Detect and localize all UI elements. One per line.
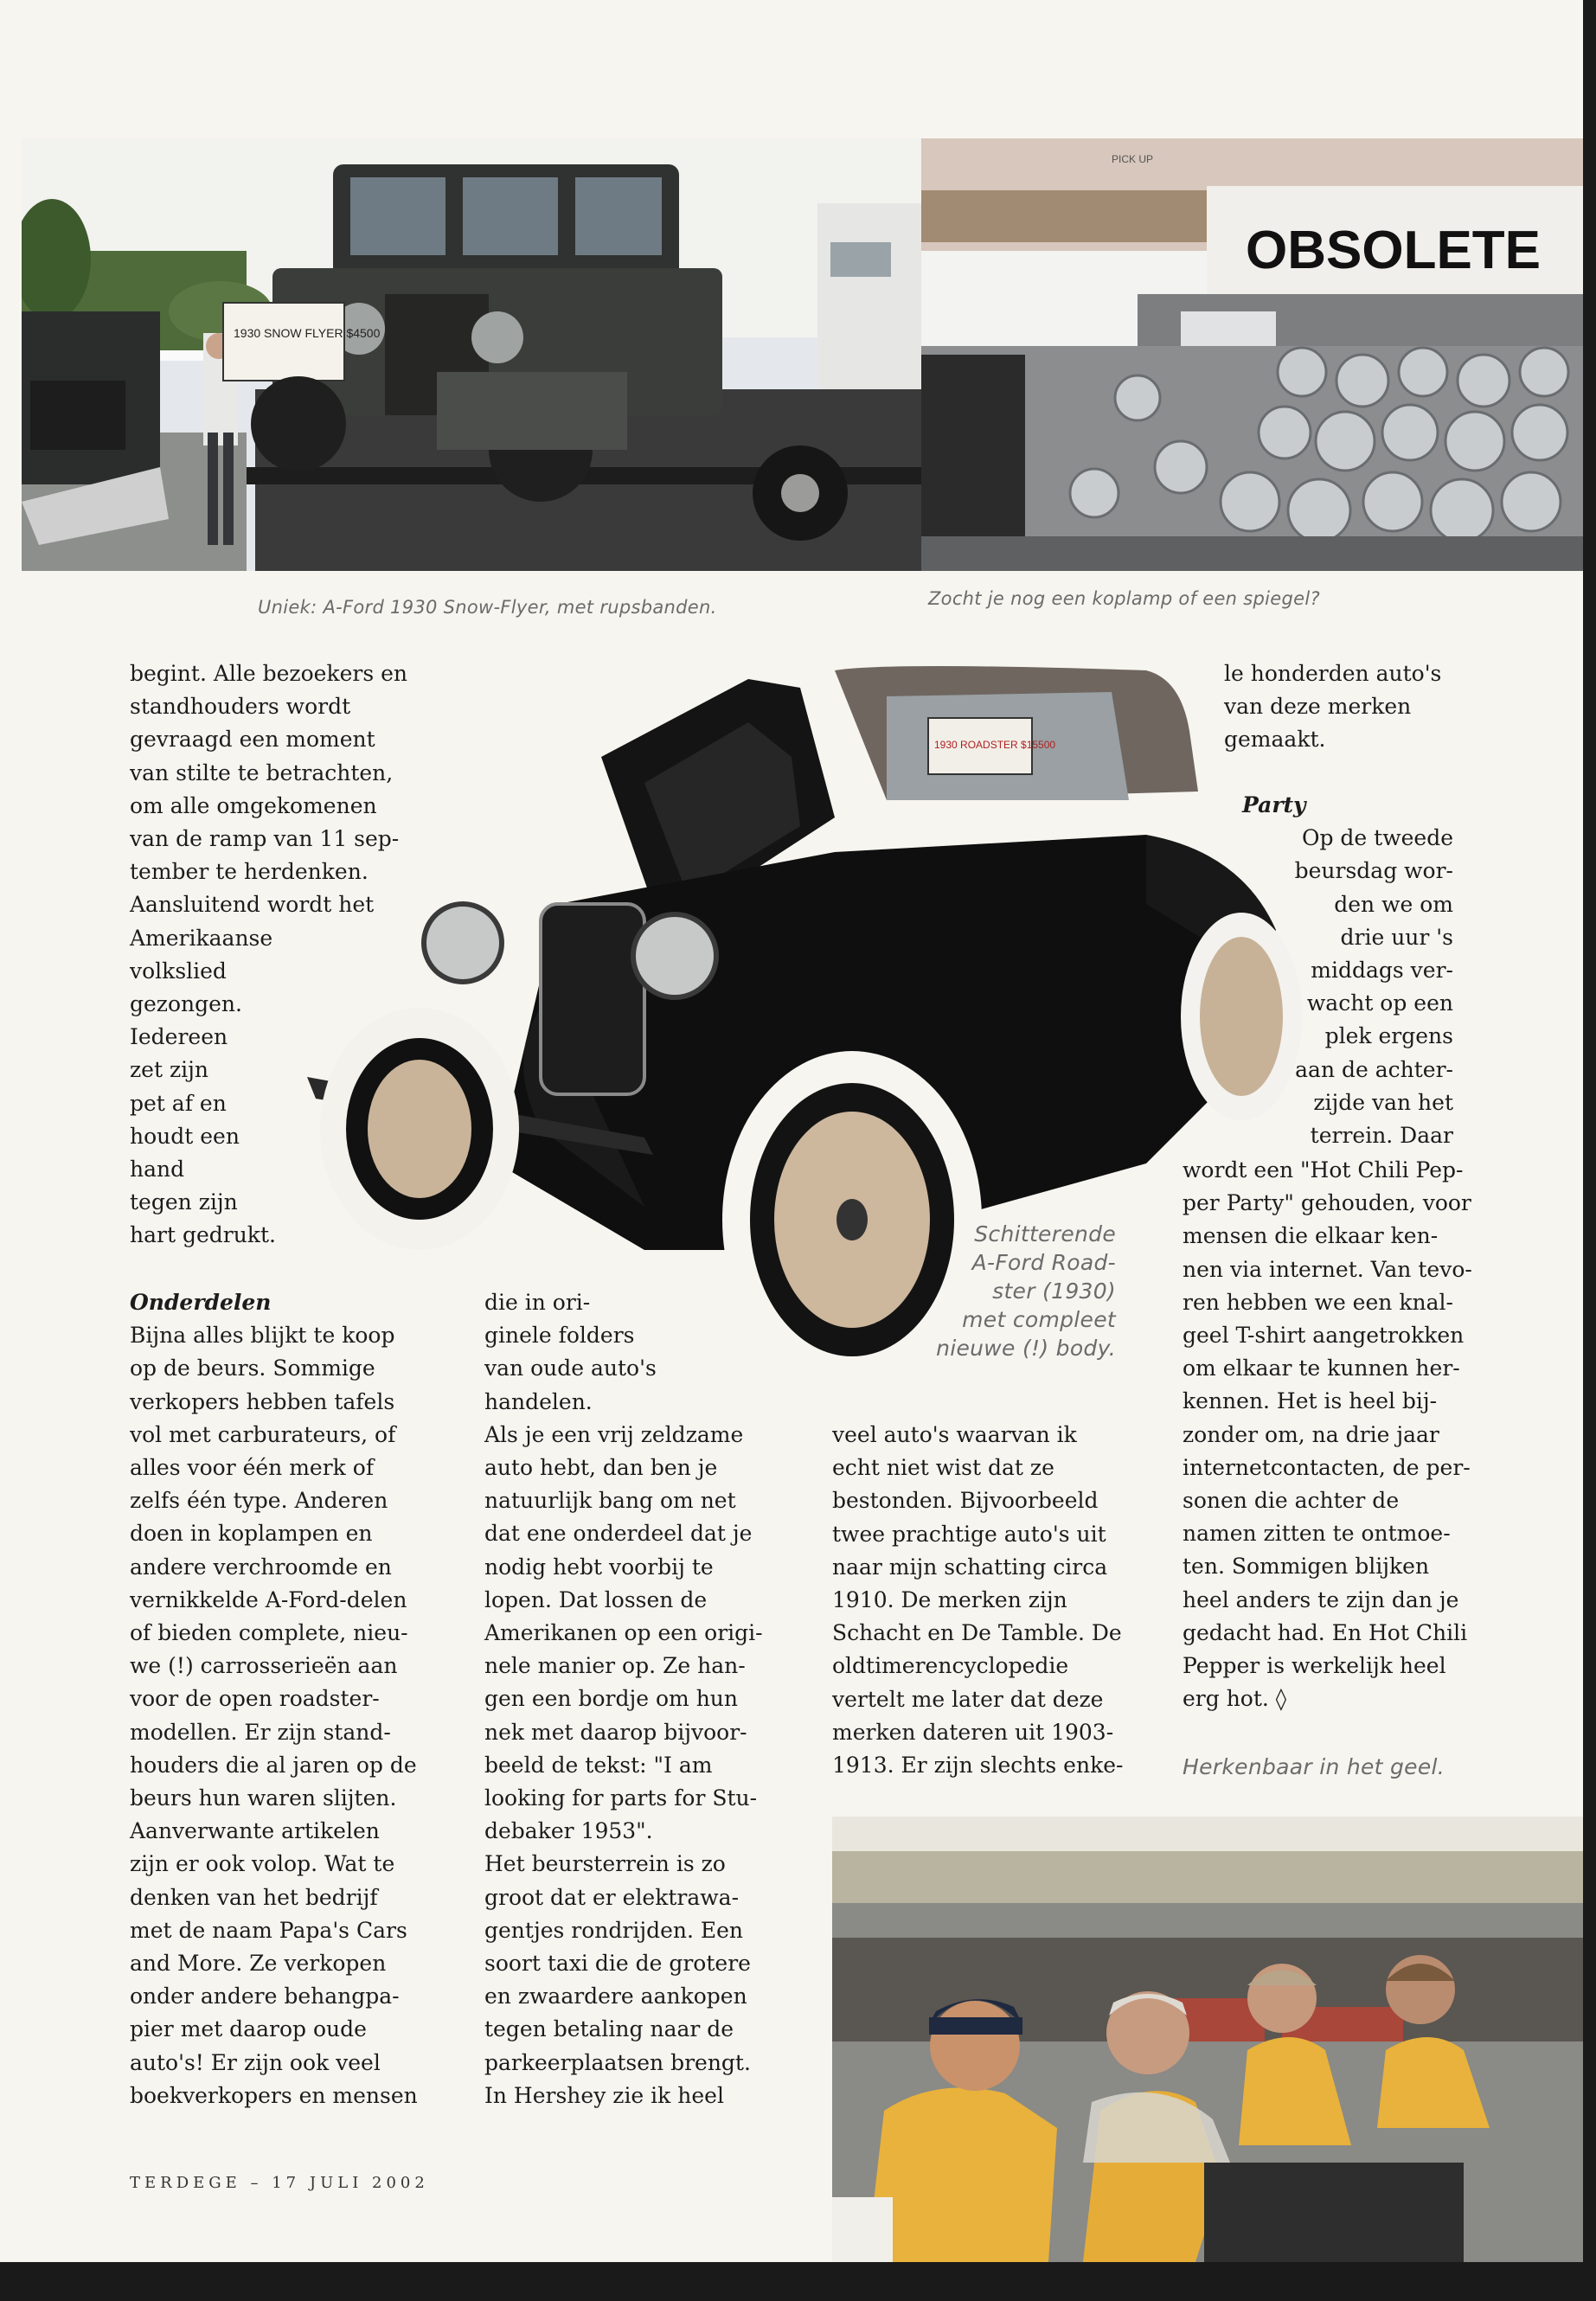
text-line: vertelt me later dat deze	[832, 1686, 1104, 1712]
caption-line: met compleet	[962, 1307, 1116, 1332]
text-line: bestonden. Bijvoorbeeld	[832, 1488, 1099, 1514]
text-line: Als je een vrij zeldzame	[484, 1421, 744, 1447]
text-line: hart gedrukt.	[130, 1222, 276, 1248]
text-line: nele manier op. Ze han-	[484, 1653, 746, 1679]
text-line: Amerikaanse	[130, 925, 273, 951]
text-line: zonder om, na drie jaar	[1183, 1421, 1439, 1447]
text-line: Amerikanen op een origi-	[484, 1620, 763, 1646]
text-line: gevraagd een moment	[130, 727, 375, 753]
text-line: hand	[130, 1157, 185, 1183]
text-line: merken dateren uit 1903-	[832, 1719, 1114, 1745]
text-line: zijde van het	[1313, 1089, 1453, 1115]
text-line: twee prachtige auto's uit	[832, 1521, 1106, 1547]
text-line: gentjes rondrijden. Een	[484, 1917, 744, 1943]
text-line: 1913. Er zijn slechts enke-	[832, 1753, 1124, 1779]
text-line: den we om	[1334, 891, 1453, 917]
parts-pickup-sign: PICK UP	[1112, 153, 1154, 165]
text-line: en zwaardere aankopen	[484, 1984, 747, 2009]
roadster-sign: 1930 ROADSTER $15500	[934, 739, 1056, 751]
text-line: dat ene onderdeel dat je	[484, 1521, 753, 1547]
text-line: vernikkelde A-Ford-delen	[130, 1586, 407, 1612]
text-line: denken van het bedrijf	[130, 1884, 378, 1910]
text-line: Het beursterrein is zo	[484, 1851, 726, 1877]
text-line: van deze merken	[1224, 694, 1412, 720]
text-line: beursdag wor-	[1294, 858, 1453, 884]
caption-people: Herkenbaar in het geel.	[1183, 1754, 1445, 1779]
photo-people	[832, 1817, 1583, 2262]
text-line: tember te herdenken.	[130, 859, 369, 885]
caption-snowflyer: Uniek: A-Ford 1930 Snow-Flyer, met rupsbanden.	[258, 597, 717, 618]
text-line: boekverkopers en mensen	[130, 2082, 418, 2108]
text-line: echt niet wist dat ze	[832, 1455, 1054, 1481]
text-line: wacht op een	[1306, 990, 1453, 1016]
caption-roadster	[865, 1220, 1116, 1362]
text-line: namen zitten te ontmoe-	[1183, 1521, 1451, 1547]
text-line: houders die al jaren op de	[130, 1752, 417, 1778]
text-line: of bieden complete, nieu-	[130, 1620, 408, 1646]
column-2	[484, 1286, 763, 2112]
text-line: Aansluitend wordt het	[130, 892, 375, 918]
page-footer: TERDEGE – 17 JULI 2002	[130, 2174, 429, 2192]
text-line: nen via internet. Van tevo-	[1183, 1256, 1472, 1282]
text-line: pier met daarop oude	[130, 2016, 367, 2042]
photo-roadster	[281, 644, 1306, 1397]
heading-party: Party	[1242, 792, 1306, 817]
text-line: heel anders te zijn dan je	[1183, 1586, 1459, 1612]
text-line: middags ver-	[1311, 958, 1453, 984]
text-line: Aanverwante artikelen	[130, 1818, 380, 1844]
text-line: we (!) carrosserieën aan	[130, 1653, 398, 1679]
text-line: op de beurs. Sommige	[130, 1356, 375, 1381]
caption-line: nieuwe (!) body.	[936, 1336, 1116, 1361]
text-line: beurs hun waren slijten.	[130, 1785, 397, 1811]
text-line: van oude auto's	[484, 1356, 657, 1381]
text-line: parkeerplaatsen brengt.	[484, 2049, 751, 2075]
text-line: modellen. Er zijn stand-	[130, 1719, 391, 1745]
text-line: om elkaar te kunnen her-	[1183, 1356, 1460, 1381]
text-line: voor de open roadster-	[130, 1686, 380, 1712]
text-line: om alle omgekomenen	[130, 792, 377, 818]
text-line: per Party" gehouden, voor	[1183, 1190, 1471, 1216]
column-4-body	[1183, 1154, 1472, 1715]
text-line: soort taxi die de grotere	[484, 1951, 751, 1977]
text-line: nek met daarop bijvoor-	[484, 1719, 747, 1745]
text-line: Iedereen	[130, 1024, 228, 1050]
text-line: handelen.	[484, 1388, 593, 1414]
heading-onderdelen: Onderdelen	[130, 1290, 272, 1315]
text-line: vol met carburateurs, of	[130, 1421, 396, 1447]
text-line: standhouders wordt	[130, 694, 351, 720]
photo-parts	[921, 138, 1583, 571]
text-line: ten. Sommigen blijken	[1183, 1554, 1430, 1580]
text-line: ginele folders	[484, 1323, 635, 1349]
column-4-party	[1185, 789, 1453, 1152]
text-line: alles voor één merk of	[130, 1455, 375, 1481]
text-line: tegen zijn	[130, 1189, 238, 1215]
text-line: natuurlijk bang om net	[484, 1488, 736, 1514]
text-line: veel auto's waarvan ik	[832, 1422, 1077, 1447]
text-line: tegen betaling naar de	[484, 2016, 734, 2042]
text-line: pet af en	[130, 1090, 227, 1116]
text-line: and More. Ze verkopen	[130, 1951, 387, 1977]
text-line: In Hershey zie ik heel	[484, 2082, 724, 2108]
text-line: lopen. Dat lossen de	[484, 1586, 708, 1612]
text-line: naar mijn schatting circa	[832, 1554, 1108, 1580]
text-line: volkslied	[130, 958, 227, 984]
text-line: Pepper is werkelijk heel	[1183, 1653, 1446, 1679]
text-line: mensen die elkaar ken-	[1183, 1223, 1439, 1249]
text-line: zet zijn	[130, 1057, 208, 1083]
text-line: beeld de tekst: "I am	[484, 1752, 713, 1778]
text-line: Schacht en De Tamble. De	[832, 1620, 1122, 1646]
text-line: auto's! Er zijn ook veel	[130, 2049, 381, 2075]
column-3	[832, 1419, 1123, 1782]
text-line: oldtimerencyclopedie	[832, 1653, 1069, 1679]
text-line: groot dat er elektrawa-	[484, 1884, 740, 1910]
text-line: begint. Alle bezoekers en	[130, 661, 408, 686]
text-line: gedacht had. En Hot Chili	[1183, 1619, 1468, 1645]
text-line: zelfs één type. Anderen	[130, 1488, 388, 1514]
text-line: nodig hebt voorbij te	[484, 1554, 714, 1580]
caption-line: ster (1930)	[992, 1279, 1116, 1304]
text-line: plek ergens	[1324, 1023, 1453, 1049]
text-line: die in ori-	[484, 1290, 591, 1315]
text-line: zijn er ook volop. Wat te	[130, 1851, 395, 1877]
text-line: Op de tweede	[1301, 825, 1453, 851]
text-line: kennen. Het is heel bij-	[1183, 1388, 1438, 1414]
text-line: doen in koplampen en	[130, 1521, 373, 1547]
text-line: wordt een "Hot Chili Pep-	[1183, 1157, 1464, 1183]
text-line: geel T-shirt aangetrokken	[1183, 1323, 1465, 1349]
text-line: drie uur 's	[1340, 924, 1453, 950]
text-line: van stilte te betrachten,	[130, 760, 394, 785]
text-line: gemaakt.	[1224, 727, 1326, 753]
text-line: ren hebben we een knal-	[1183, 1289, 1453, 1315]
text-line: auto hebt, dan ben je	[484, 1455, 718, 1481]
parts-banner: OBSOLETE	[1246, 221, 1542, 280]
text-line: andere verchroomde en	[130, 1554, 392, 1580]
text-line: verkopers hebben tafels	[130, 1388, 395, 1414]
text-line: debaker 1953".	[484, 1818, 653, 1844]
caption-parts: Zocht je nog een koplamp of een spiegel?	[928, 588, 1320, 609]
text-line: aan de achter-	[1295, 1056, 1453, 1082]
text-line: terrein. Daar	[1310, 1123, 1453, 1149]
column-1-lower	[130, 1286, 418, 2112]
text-line: gezongen.	[130, 991, 242, 1017]
text-line: Bijna alles blijkt te koop	[130, 1323, 395, 1349]
caption-line: Schitterende	[974, 1221, 1116, 1247]
column-4-top	[1224, 657, 1441, 757]
snowflyer-sign: 1930 SNOW FLYER $4500	[234, 326, 381, 340]
text-line: le honderden auto's	[1224, 661, 1442, 686]
caption-line: A-Ford Road-	[971, 1250, 1116, 1275]
text-line: onder andere behangpa-	[130, 1984, 400, 2009]
text-line: houdt een	[130, 1123, 240, 1149]
text-line: gen een bordje om hun	[484, 1686, 738, 1712]
text-line: met de naam Papa's Cars	[130, 1917, 407, 1943]
text-line: internetcontacten, de per-	[1183, 1454, 1471, 1480]
text-line: erg hot. ◊	[1183, 1686, 1287, 1712]
text-line: looking for parts for Stu-	[484, 1785, 758, 1811]
photo-snowflyer	[22, 138, 921, 571]
text-line: sonen die achter de	[1183, 1488, 1400, 1514]
text-line: van de ramp van 11 sep-	[130, 826, 400, 852]
text-line: 1910. De merken zijn	[832, 1587, 1067, 1613]
